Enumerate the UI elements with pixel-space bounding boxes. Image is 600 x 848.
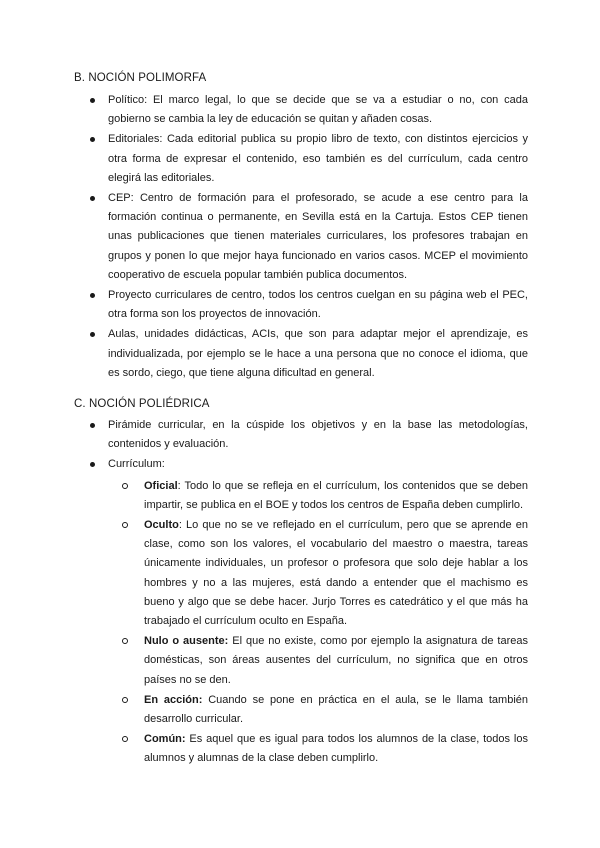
term-oficial: Oficial bbox=[144, 479, 178, 492]
list-item bbox=[74, 455, 528, 768]
sub-list-item bbox=[108, 691, 528, 729]
hollow-bullet-icon bbox=[122, 697, 128, 703]
list-item bbox=[74, 189, 528, 285]
list-item bbox=[74, 325, 528, 383]
bullet-icon bbox=[90, 293, 95, 298]
sub-list-item bbox=[108, 516, 528, 631]
term-oculto: Oculto bbox=[144, 519, 179, 532]
bullet-icon bbox=[90, 137, 95, 142]
sub-list-item bbox=[108, 632, 528, 690]
bullet-icon bbox=[90, 462, 95, 467]
list-item bbox=[74, 416, 528, 454]
list-item bbox=[74, 91, 528, 129]
list-item-text: CEP: Centro de formación para el profesorado, se acude a ese centro para la formación continua o permanente, en Sevilla está en la Cartuja. Estos CEP tienen unas publicaciones que tienen materiales curriculares, los profesores trabajan en grupos y ponen lo que mejor haya funcionado en varios casos. MCEP el movimiento cooperativo de escuela popular también publica documentos. bbox=[108, 192, 528, 281]
bullet-icon bbox=[90, 196, 95, 201]
bullet-icon bbox=[90, 423, 95, 428]
bullet-icon bbox=[90, 98, 95, 103]
list-item bbox=[74, 286, 528, 324]
term-description: Cuando se pone en práctica en el aula, se le llama también desarrollo curricular. bbox=[144, 693, 529, 726]
term-description: El que no existe, como por ejemplo la asignatura de tareas domésticas, son áreas ausentes del currículum, no significa que en otros países no se den. bbox=[144, 635, 528, 686]
term-description: : Lo que no se ve reflejado en el currículum, pero que se aprende en clase, como son los valores, el vocabulario del maestro o maestra, tareas únicamente individuales, un profesor o profesora que solo deje hablar a los hombres y no a las mujeres, está dando a entender que el machismo es bueno y algo que se debe hacer. Jurjo Torres es catedrático y el que más ha trabajado el currículum oculto en España. bbox=[144, 519, 528, 628]
list-item-text: Editoriales: Cada editorial publica su propio libro de texto, con distintos ejercicios y otra forma de expresar el contenido, eso también es del currículum, cada centro elegirá las editoriales. bbox=[108, 133, 528, 184]
section-heading-polimorfa: B. NOCIÓN POLIMORFA bbox=[74, 72, 207, 84]
hollow-bullet-icon bbox=[122, 638, 128, 644]
section-heading-poliedrica: C. NOCIÓN POLIÉDRICA bbox=[74, 398, 210, 410]
term-nulo-ausente: Nulo o ausente: bbox=[144, 635, 229, 648]
hollow-bullet-icon bbox=[122, 736, 128, 742]
sub-list-item bbox=[108, 730, 528, 768]
list-item bbox=[74, 130, 528, 188]
list-item-text: Aulas, unidades didácticas, ACIs, que son para adaptar mejor el aprendizaje, es individualizada, por ejemplo se le hace a una persona que no conoce el idioma, que es sordo, ciego, que tiene alguna dificultad en general. bbox=[108, 328, 528, 379]
term-description: : Todo lo que se refleja en el currículum, los contenidos que se deben impartir, se publica en el BOE y todos los centros de España deben cumplirlo. bbox=[144, 479, 528, 511]
sub-list-item bbox=[108, 477, 528, 515]
polimorfa-list bbox=[74, 91, 528, 384]
bullet-icon bbox=[90, 332, 95, 337]
list-item-text: Currículum: bbox=[108, 458, 165, 471]
list-item-text: Proyecto curriculares de centro, todos los centros cuelgan en su página web el PEC, otra forma son los proyectos de innovación. bbox=[108, 289, 528, 321]
term-comun: Común: bbox=[144, 733, 186, 746]
list-item-text: Pirámide curricular, en la cúspide los objetivos y en la base las metodologías, contenidos y evaluación. bbox=[108, 419, 528, 451]
list-item-text: Político: El marco legal, lo que se decide que se va a estudiar o no, con cada gobierno se cambia la ley de educación se quitan y añaden cosas. bbox=[108, 94, 528, 126]
hollow-bullet-icon bbox=[122, 483, 128, 489]
curriculum-types-list bbox=[108, 477, 528, 769]
term-en-accion: En acción: bbox=[144, 693, 203, 706]
hollow-bullet-icon bbox=[122, 522, 128, 528]
term-description: Es aquel que es igual para todos los alumnos de la clase, todos los alumnos y alumnas de la clase deben cumplirlo. bbox=[144, 733, 528, 765]
poliedrica-list bbox=[74, 416, 528, 770]
